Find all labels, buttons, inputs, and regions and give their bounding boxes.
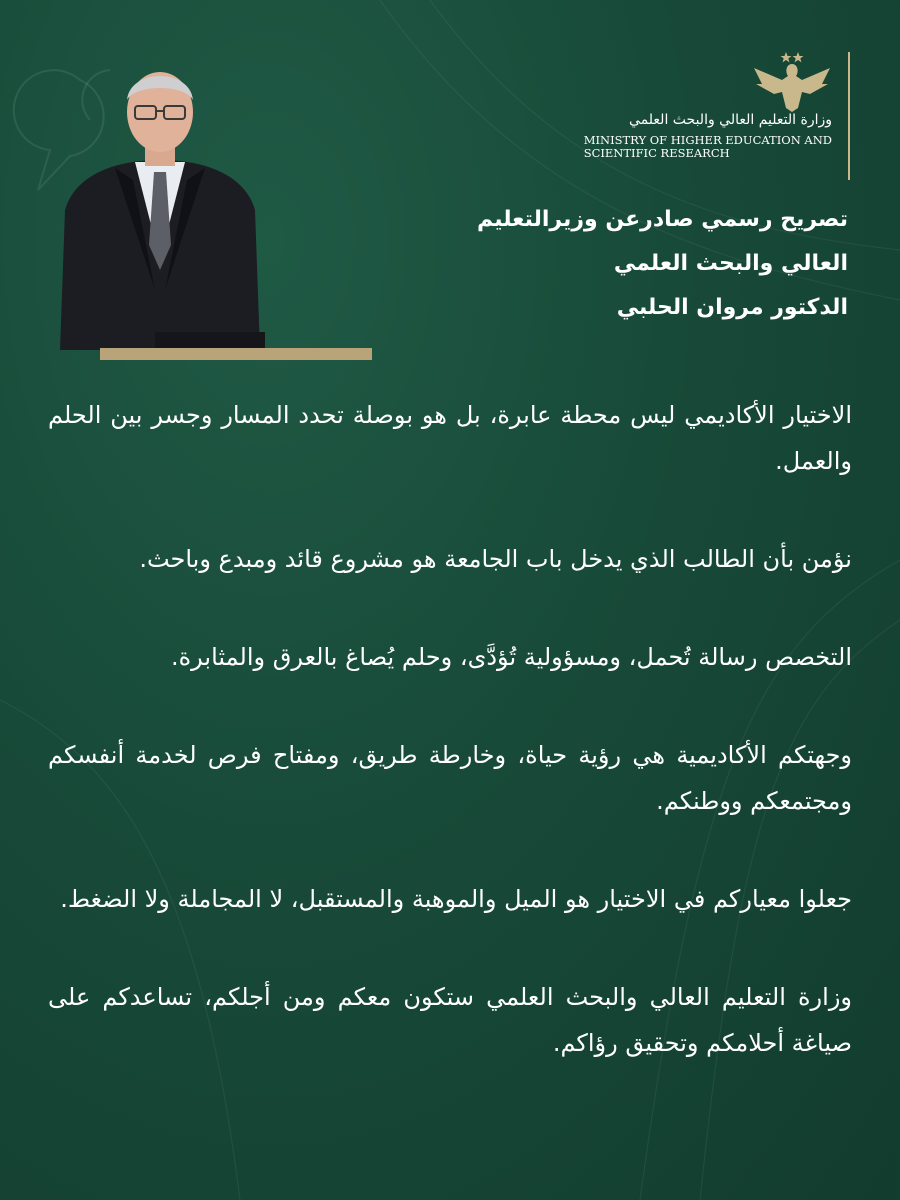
paragraph-5: جعلوا معياركم في الاختيار هو الميل والموهبة والمستقبل، لا المجاملة ولا الضغط.	[60, 885, 852, 913]
logo-english-line-1: MINISTRY OF HIGHER EDUCATION AND	[583, 133, 832, 147]
eagle-emblem-icon	[752, 50, 832, 112]
logo-english-name	[584, 134, 832, 160]
ministry-logo	[560, 50, 850, 180]
statement-title-line-1: تصريح رسمي صادرعن وزيرالتعليم	[476, 207, 848, 232]
portrait-underline	[100, 348, 372, 360]
logo-arabic-name: وزارة التعليم العالي والبحث العلمي	[629, 112, 832, 128]
statement-title	[428, 198, 848, 330]
minister-portrait	[55, 60, 265, 350]
paragraph-3: التخصص رسالة تُحمل، ومسؤولية تُؤدَّى، وحلم يُصاغ بالعرق والمثابرة.	[170, 643, 852, 671]
paragraph-4: وجهتكم الأكاديمية هي رؤية حياة، وخارطة طريق، ومفتاح فرص لخدمة أنفسكم ومجتمعكم ووطنكم.	[48, 741, 852, 815]
logo-english-line-2: SCIENTIFIC RESEARCH	[583, 146, 730, 160]
statement-title-line-2: العالي والبحث العلمي	[613, 251, 848, 276]
paragraph-1: الاختيار الأكاديمي ليس محطة عابرة، بل هو بوصلة تحدد المسار وجسر بين الحلم والعمل.	[48, 401, 852, 475]
paragraph-6: وزارة التعليم العالي والبحث العلمي ستكون معكم ومن أجلكم، تساعدكم على صياغة أحلامكم وتحقيق رؤاكم.	[48, 983, 852, 1057]
statement-title-line-3: الدكتور مروان الحلبي	[616, 295, 848, 320]
statement-body	[48, 392, 852, 1118]
logo-divider	[848, 52, 850, 180]
paragraph-2: نؤمن بأن الطالب الذي يدخل باب الجامعة هو مشروع قائد ومبدع وباحث.	[139, 545, 852, 573]
